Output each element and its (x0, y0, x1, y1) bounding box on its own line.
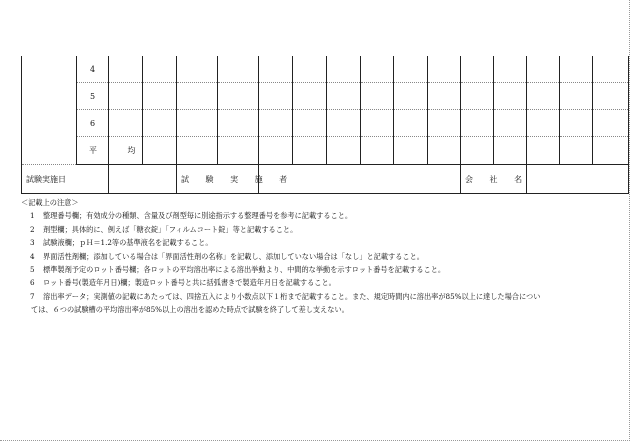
value-cell[interactable] (143, 83, 177, 110)
value-cell[interactable] (109, 110, 143, 137)
signature-row (22, 165, 629, 194)
note-text: 界面活性剤欄；添加している場合は「界面活性剤の名称」を記載し、添加していない場合は「なし」と記載すること。 (43, 251, 424, 261)
value-cell[interactable] (527, 110, 560, 137)
trial-number: 6 (77, 110, 109, 137)
value-cell[interactable] (593, 83, 629, 110)
value-cell[interactable] (361, 110, 394, 137)
note-text: 整理番号欄；有効成分の種類、含量及び剤型毎に別途指示する整理番号を参考に記載すること。 (43, 211, 353, 221)
average-cell[interactable] (218, 137, 259, 165)
value-cell[interactable] (293, 83, 327, 110)
note-continuation: ては、６つの試験槽の平均溶出率が85%以上の溶出を認めた時点で試験を終了して差し支えない。 (31, 305, 349, 315)
value-cell[interactable] (394, 56, 428, 83)
value-cell[interactable] (394, 110, 428, 137)
note-item (21, 263, 616, 276)
note-number: 2 (30, 224, 35, 234)
value-cell[interactable] (177, 83, 218, 110)
value-cell[interactable] (494, 110, 527, 137)
note-item (21, 276, 616, 289)
company-name-field[interactable] (527, 165, 629, 194)
average-cell[interactable] (293, 137, 327, 165)
notes-section (21, 196, 616, 317)
trial-row (22, 56, 629, 83)
value-cell[interactable] (428, 83, 461, 110)
value-cell[interactable] (394, 83, 428, 110)
dissolution-table (21, 56, 629, 194)
value-cell[interactable] (461, 110, 494, 137)
trial-number: 4 (77, 56, 109, 83)
average-cell[interactable] (327, 137, 361, 165)
value-cell[interactable] (527, 56, 560, 83)
value-cell[interactable] (143, 56, 177, 83)
note-item (21, 223, 616, 236)
note-number: 7 (30, 291, 35, 301)
trial-number: 5 (77, 83, 109, 110)
value-cell[interactable] (327, 83, 361, 110)
value-cell[interactable] (361, 83, 394, 110)
note-item (21, 290, 616, 303)
test-date-field[interactable] (109, 165, 177, 194)
value-cell[interactable] (494, 83, 527, 110)
note-number: 5 (30, 265, 35, 275)
average-cell[interactable] (461, 137, 494, 165)
value-cell[interactable] (428, 56, 461, 83)
note-item (21, 209, 616, 222)
average-cell[interactable] (259, 137, 293, 165)
value-cell[interactable] (109, 83, 143, 110)
value-cell[interactable] (177, 56, 218, 83)
note-text: 標準製剤予定のロット番号欄；各ロットの平均溶出率による溶出挙動より、中間的な挙動を示すロット番号を記載すること。 (43, 265, 446, 275)
value-cell[interactable] (177, 110, 218, 137)
value-cell[interactable] (143, 110, 177, 137)
value-cell[interactable] (218, 110, 259, 137)
test-date-label: 試験実施日 (22, 165, 109, 194)
lot-cell (22, 56, 77, 165)
note-text: 溶出率データ；実測値の記載にあたっては、四捨五入により小数点以下１桁まで記載すること。また、規定時間内に溶出率が85%以上に達した場合につい (43, 291, 541, 301)
value-cell[interactable] (259, 110, 293, 137)
value-cell[interactable] (218, 83, 259, 110)
value-cell[interactable] (593, 56, 629, 83)
value-cell[interactable] (361, 56, 394, 83)
note-item (21, 236, 616, 249)
value-cell[interactable] (560, 56, 593, 83)
value-cell[interactable] (461, 56, 494, 83)
value-cell[interactable] (327, 56, 361, 83)
value-cell[interactable] (259, 56, 293, 83)
value-cell[interactable] (560, 83, 593, 110)
value-cell[interactable] (593, 110, 629, 137)
average-label: 平 均 (77, 137, 109, 165)
average-row (22, 137, 629, 165)
average-cell[interactable] (593, 137, 629, 165)
notes-heading: ＜記載上の注意＞ (21, 198, 79, 207)
value-cell[interactable] (527, 83, 560, 110)
average-cell[interactable] (560, 137, 593, 165)
value-cell[interactable] (109, 56, 143, 83)
value-cell[interactable] (560, 110, 593, 137)
value-cell[interactable] (461, 83, 494, 110)
trial-row (22, 83, 629, 110)
note-number: 3 (30, 238, 35, 248)
note-item (21, 250, 616, 263)
note-text: ロット番号(製造年月日)欄；製造ロット番号と共に括弧書きで製造年月日を記載すること。 (43, 278, 336, 288)
value-cell[interactable] (218, 56, 259, 83)
note-text: 試験液欄；ｐＨ＝1.2等の基準液名を記載すること。 (43, 238, 213, 248)
average-cell[interactable] (527, 137, 560, 165)
note-number: 1 (30, 211, 35, 221)
note-number: 4 (30, 251, 35, 261)
examiner-label-text: 試 験 実 施 者 (181, 174, 295, 184)
average-cell[interactable] (177, 137, 218, 165)
note-number: 6 (30, 278, 35, 288)
company-name-label (461, 165, 530, 194)
average-cell[interactable] (494, 137, 527, 165)
average-cell[interactable] (428, 137, 461, 165)
value-cell[interactable] (293, 110, 327, 137)
value-cell[interactable] (259, 83, 293, 110)
average-cell[interactable] (361, 137, 394, 165)
value-cell[interactable] (293, 56, 327, 83)
note-text: 剤型欄；具体的に、例えば「糖衣錠」「フィルムコート錠」等と記載すること。 (43, 224, 298, 234)
trial-row (22, 110, 629, 137)
value-cell[interactable] (428, 110, 461, 137)
value-cell[interactable] (327, 110, 361, 137)
company-name-label-text: 会 社 名 (465, 174, 530, 184)
examiner-label (177, 165, 295, 194)
average-cell[interactable] (394, 137, 428, 165)
value-cell[interactable] (494, 56, 527, 83)
